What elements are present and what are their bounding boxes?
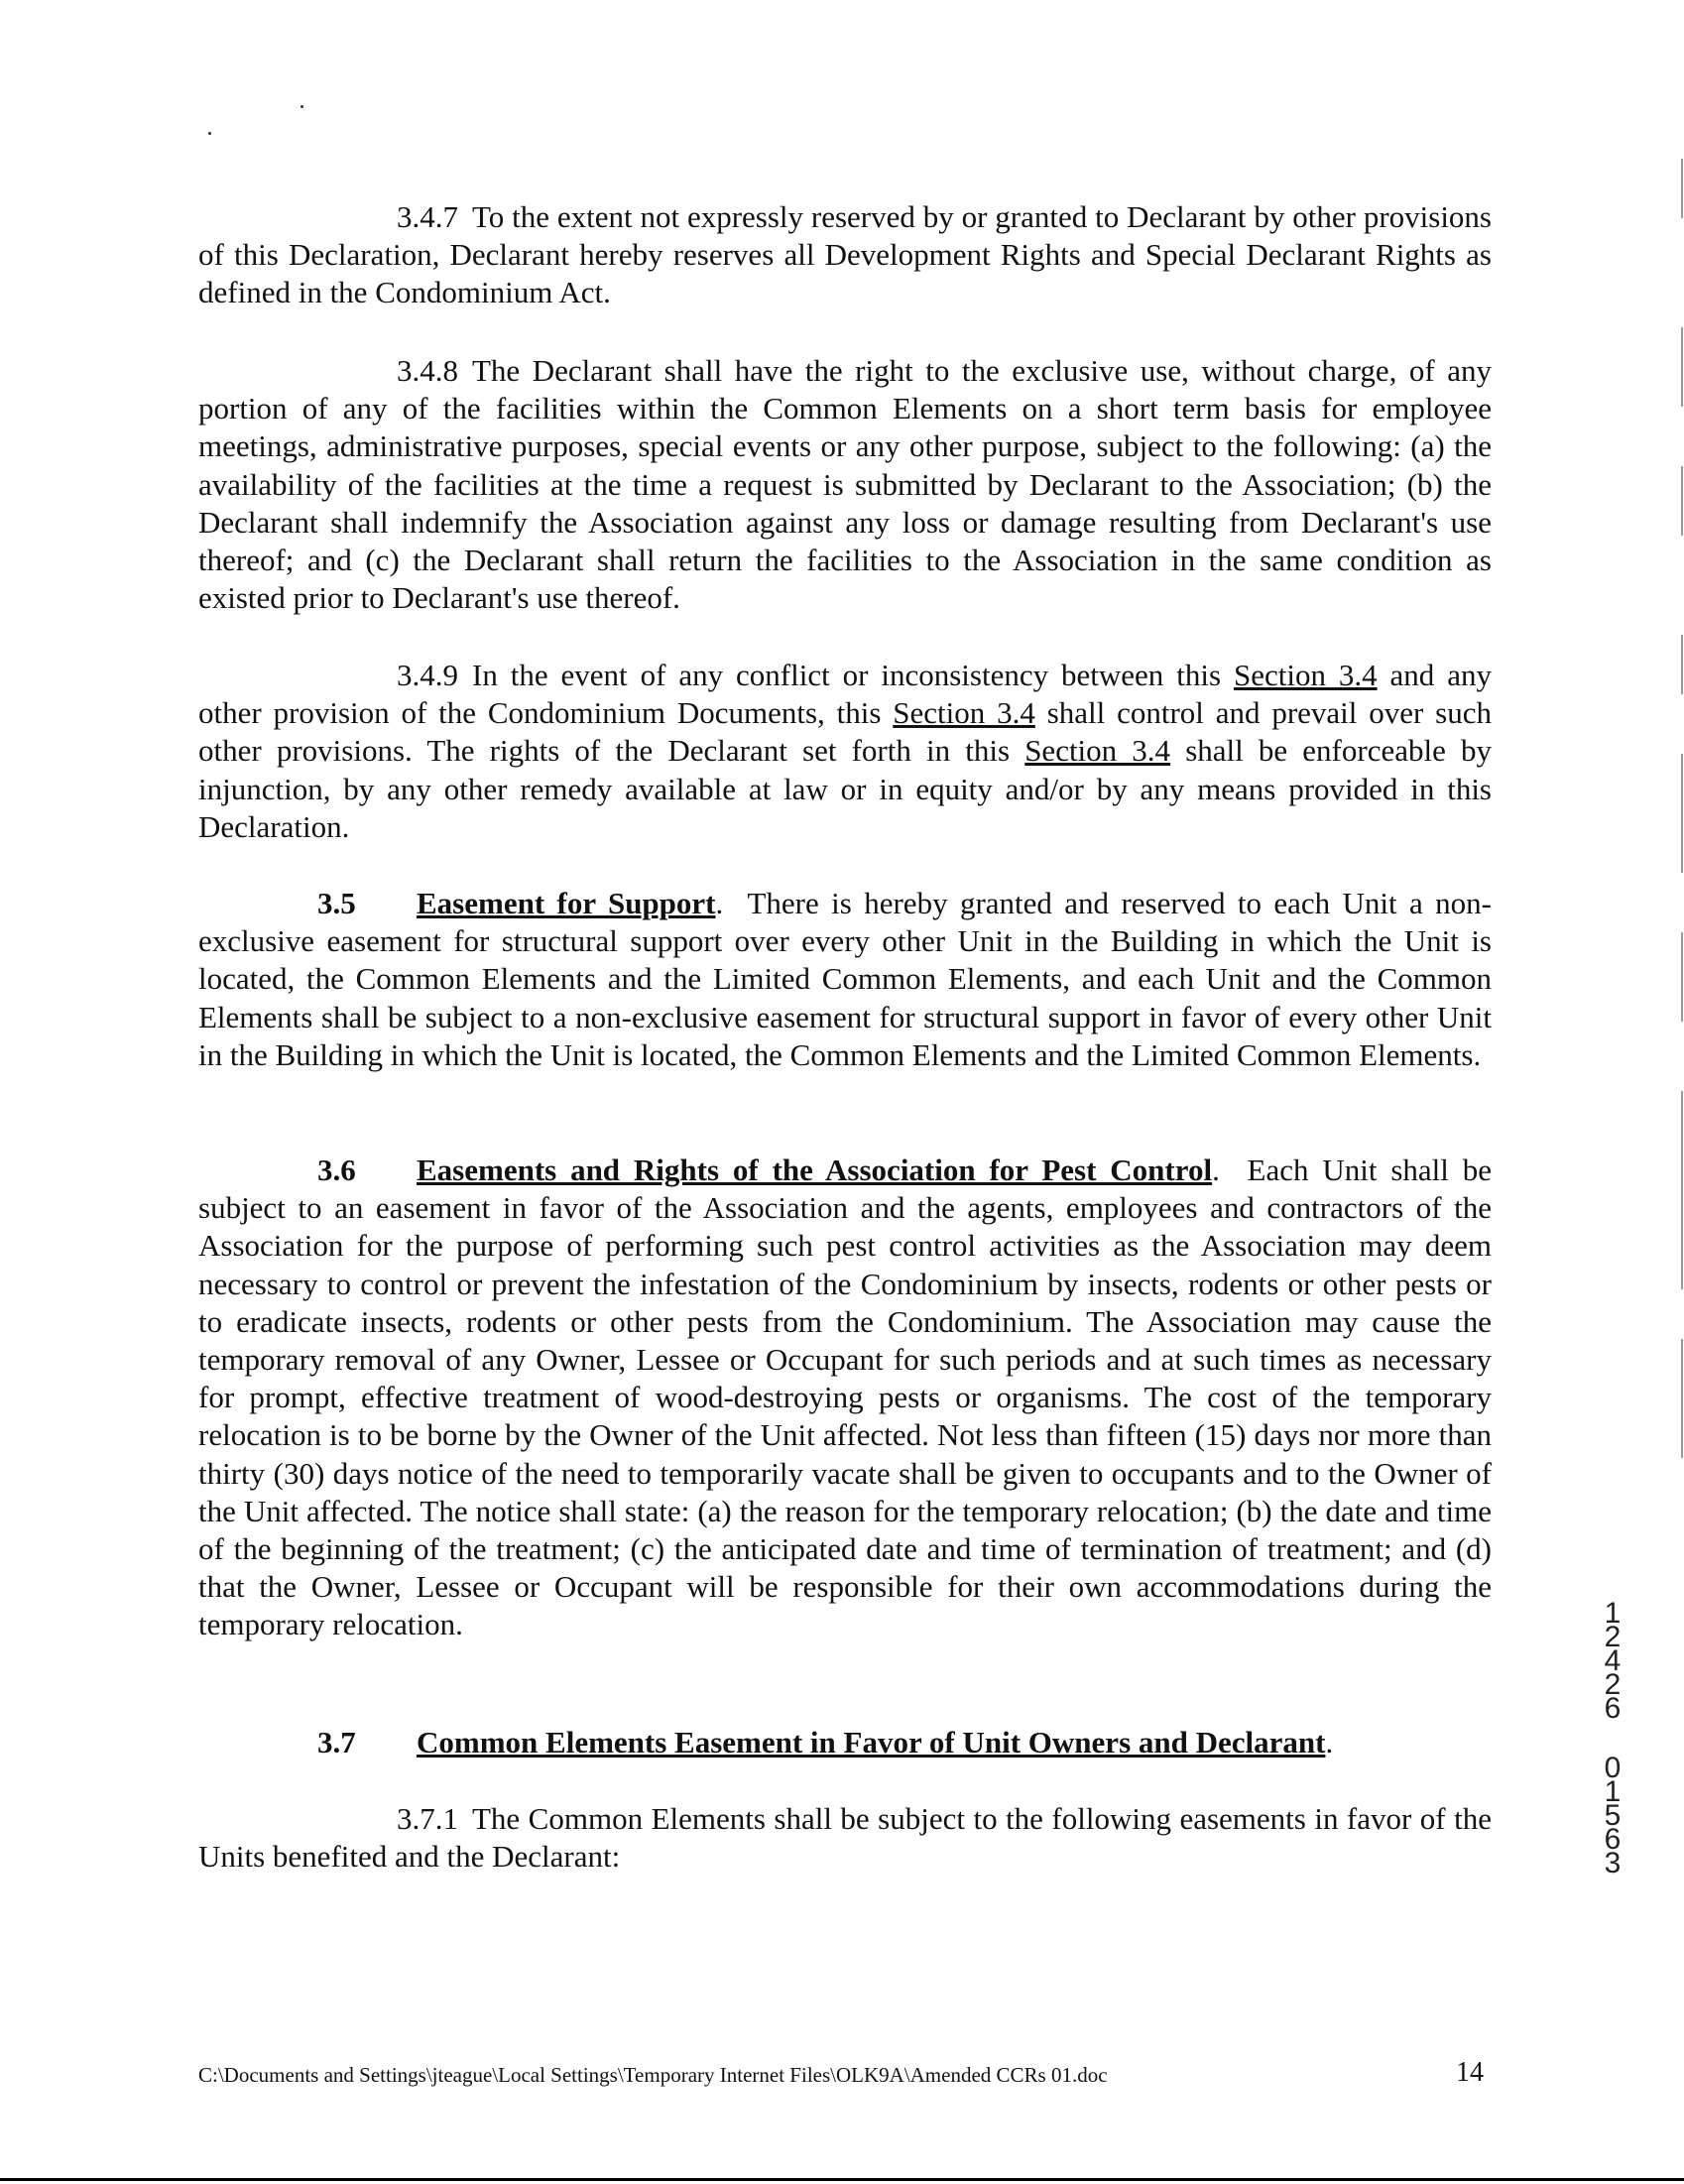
scan-edge-mark <box>1681 635 1683 694</box>
scan-edge-mark <box>1681 466 1683 536</box>
section-title: Easements and Rights of the Association for Pest Control <box>417 1153 1213 1187</box>
bates-digit: 0 <box>1604 1752 1622 1784</box>
bates-digit: 6 <box>1604 1823 1622 1856</box>
bates-stamp <box>1601 1597 1624 1880</box>
paragraph-text: To the extent not expressly reserved by or granted to Declarant by other provisions of this Declaration, Declarant hereby reserves all Development Rights and Special Declarant Rights as defined in the Condominium Act. <box>198 199 1492 310</box>
scan-edge-mark <box>1681 1091 1683 1289</box>
paragraph-text: Each Unit shall be subject to an easement in favor of the Association and the agents, employees and contractors of the Association for the purpose of performing such pest control activities as the Association may deem necessary to control or prevent the infestation of the Condominium by insects, rodents or other pests or to eradicate insects, rodents or other pests from the Condominium. The Association may cause the temporary removal of any Owner, Lessee or Occupant for such periods and at such times as necessary for prompt, effective treatment of wood-destroying pests or organisms. The cost of the temporary relocation is to be borne by the Owner of the Unit affected. Not less than fifteen (15) days nor more than thirty (30) days notice of the need to temporarily vacate shall be given to occupants and to the Owner of the Unit affected. The notice shall state: (a) the reason for the temporary relocation; (b) the date and time of the beginning of the treatment; (c) the anticipated date and time of termination of treatment; and (d) that the Owner, Lessee or Occupant will be responsible for their own accommodations during the temporary relocation. <box>198 1153 1492 1642</box>
scan-edge-mark <box>1681 1339 1683 1458</box>
bates-digit: 4 <box>1604 1644 1622 1677</box>
bates-digit: 2 <box>1604 1621 1622 1653</box>
section-3-5: 3.5 Easement for Support. There is hereby granted and reserved to each Unit a non-exclusive easement for structural support over every other Unit in the Building in which the Unit is located, the Common Elements and the Limited Common Elements, and each Unit and the Common Elements shall be subject to a non-exclusive easement for structural support in favor of every other Unit in the Building in which the Unit is located, the Common Elements and the Limited Common Elements. <box>198 886 1492 1072</box>
paragraph-text: In the event of any conflict or inconsistency between this <box>472 658 1222 692</box>
paragraph-3-7-1 <box>198 1800 1492 1876</box>
section-number: 3.5 <box>317 886 356 920</box>
paragraph-number: 3.7.1 <box>397 1801 458 1836</box>
section-number: 3.6 <box>317 1153 356 1187</box>
paragraph-text: The Common Elements shall be subject to the following easements in favor of the Units benefited and the Declarant: <box>198 1801 1492 1875</box>
scan-edge-mark <box>1681 327 1683 407</box>
paragraph-text: shall control and prevail over such other provisions. The rights of the Declarant set forth in this <box>198 695 1492 769</box>
paragraph-text: The Declarant shall have the right to the exclusive use, without charge, of any portion of any of the facilities within the Common Elements on a short term basis for employee meetings, administrative purposes, special events or any other purpose, subject to the following: (a) the availability of the facilities at the time a request is submitted by Declarant to the Association; (b) the Declarant shall indemnify the Association against any loss or damage resulting from Declarant's use thereof; and (c) the Declarant shall return the facilities to the Association in the same condition as existed prior to Declarant's use thereof. <box>198 353 1492 616</box>
scan-edge-mark <box>1681 932 1683 1022</box>
paragraph-number: 3.4.8 <box>397 353 458 388</box>
scan-bottom-edge <box>0 2178 1684 2181</box>
bates-digit: 5 <box>1604 1799 1622 1832</box>
file-path: C:\Documents and Settings\jteague\Local Settings\Temporary Internet Files\OLK9A\Amended CCRs 01.doc <box>198 2063 1108 2087</box>
section-3-7: 3.7 Common Elements Easement in Favor of Unit Owners and Declarant. <box>198 1724 1492 1761</box>
scan-edge-mark <box>1681 159 1683 218</box>
bates-digit: 1 <box>1604 1775 1622 1808</box>
scan-speck <box>301 105 303 108</box>
paragraph-text: There is hereby granted and reserved to each Unit a non-exclusive easement for structural support over every other Unit in the Building in which the Unit is located, the Common Elements and the Limited Common Elements, and each Unit and the Common Elements shall be subject to a non-exclusive easement for structural support in favor of every other Unit in the Building in which the Unit is located, the Common Elements and the Limited Common Elements. <box>198 886 1492 1072</box>
paragraph-3-4-9 <box>198 657 1492 846</box>
page-number: 14 <box>1456 2057 1484 2088</box>
bates-digit: 1 <box>1604 1597 1622 1630</box>
paragraph-text: and any other provision of the Condominium Documents, this <box>198 658 1492 731</box>
section-title: Easement for Support <box>417 886 716 920</box>
paragraph-number: 3.4.9 <box>397 658 458 692</box>
bates-digit: 6 <box>1604 1692 1622 1725</box>
paragraph-text: shall be enforceable by injunction, by any other remedy available at law or in equity and/or by any means provided in this Declaration. <box>198 733 1492 844</box>
section-reference: Section 3.4 <box>1024 733 1171 769</box>
scan-speck <box>208 132 211 135</box>
section-reference: Section 3.4 <box>1233 658 1378 692</box>
paragraph-3-4-7 <box>198 198 1492 312</box>
paragraph-3-4-8 <box>198 352 1492 617</box>
bates-digit: 2 <box>1604 1668 1622 1701</box>
section-3-6: 3.6 Easements and Rights of the Association for Pest Control. Each Unit shall be subject to an easement in favor of the Association and the agents, employees and contractors of the Association for the purpose of performing such pest control activities as the Association may deem necessary to control or prevent the infestation of the Condominium by insects, rodents or other pests or to eradicate insects, rodents or other pests from the Condominium. The Association may cause the temporary removal of any Owner, Lessee or Occupant for such periods and at such times as necessary for prompt, effective treatment of wood-destroying pests or organisms. The cost of the temporary relocation is to be borne by the Owner of the Unit affected. Not less than fifteen (15) days nor more than thirty (30) days notice of the need to temporarily vacate shall be given to occupants and to the Owner of the Unit affected. The notice shall state: (a) the reason for the temporary relocation; (b) the date and time of the beginning of the treatment; (c) the anticipated date and time of termination of treatment; and (d) that the Owner, Lessee or Occupant will be responsible for their own accommodations during the temporary relocation. <box>198 1153 1492 1642</box>
section-title: Common Elements Easement in Favor of Unit Owners and Declarant <box>417 1725 1326 1759</box>
paragraph-number: 3.4.7 <box>397 199 458 234</box>
scan-edge-mark <box>1681 754 1683 873</box>
section-reference: Section 3.4 <box>893 695 1035 731</box>
bates-digit: 3 <box>1604 1847 1622 1880</box>
section-number: 3.7 <box>317 1725 356 1759</box>
